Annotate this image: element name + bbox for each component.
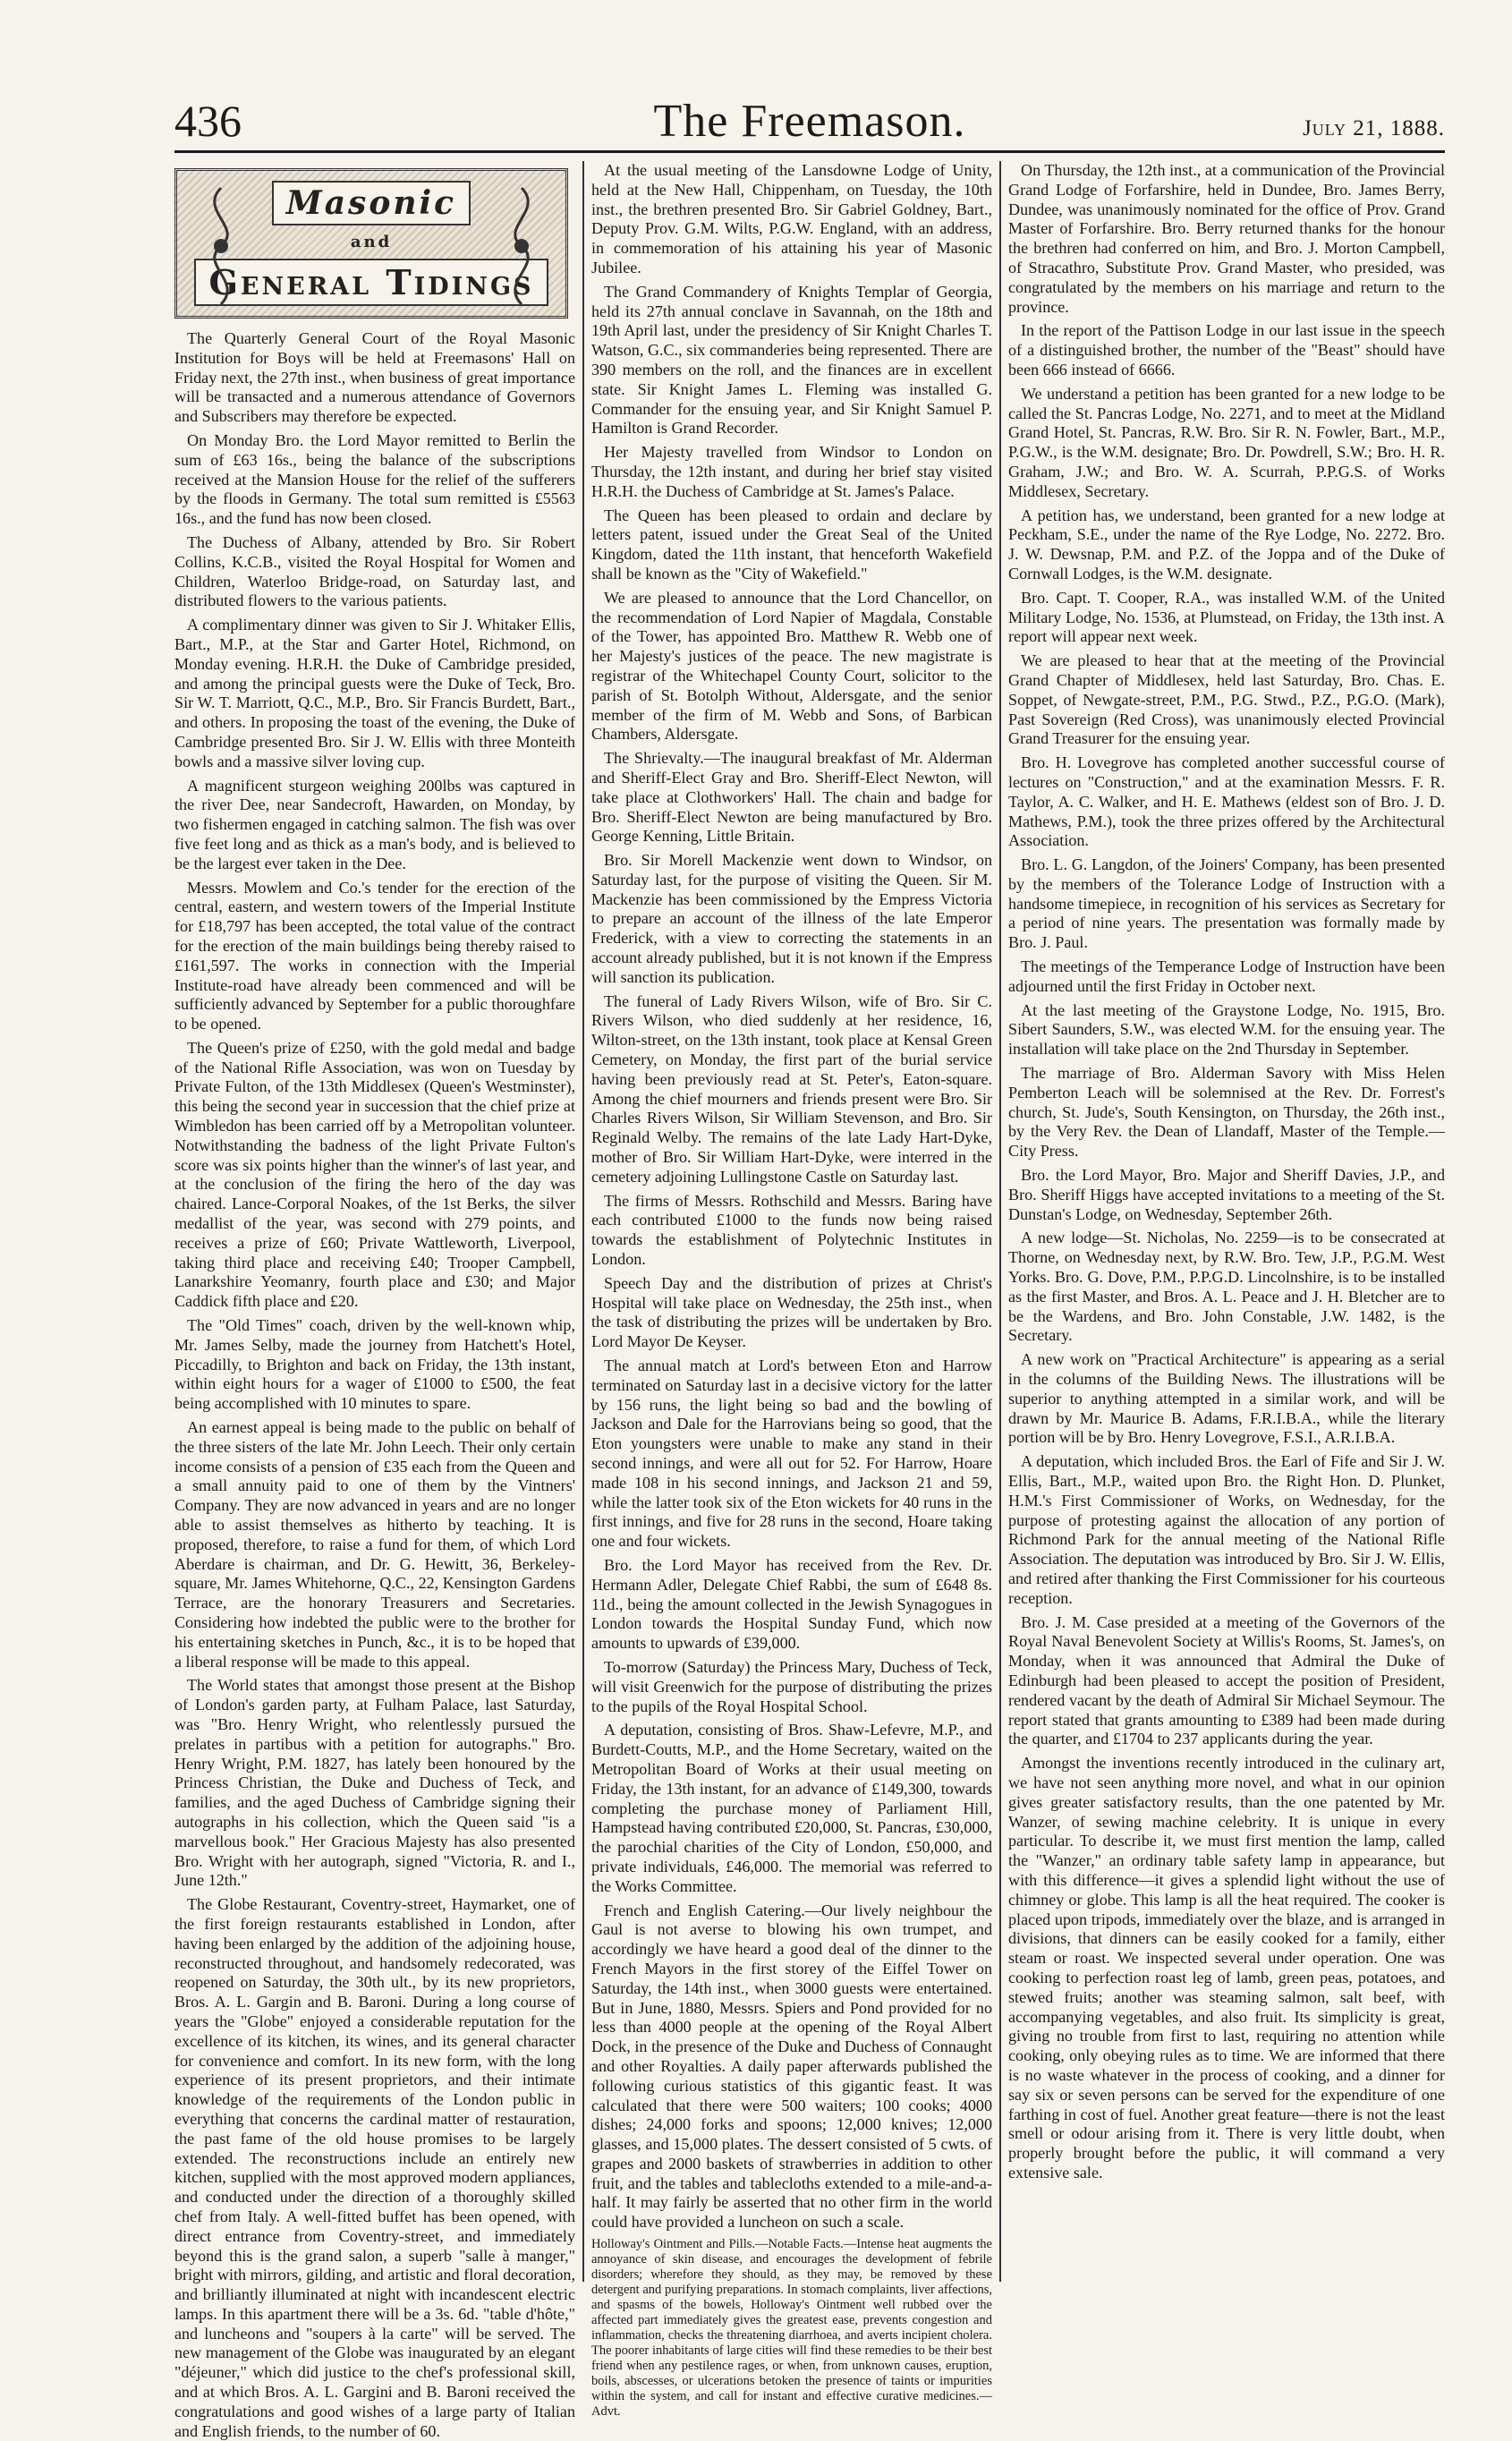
news-item: Bro. Capt. T. Cooper, R.A., was installed W.M. of the United Military Lodge, No. 1536, at Plumstead, on Friday, the 13th inst. A report will appear next week.	[1008, 588, 1445, 646]
newspaper-page	[174, 0, 1445, 2440]
news-item: The annual match at Lord's between Eton and Harrow terminated on Saturday last in a decisive victory for the latter by 156 runs, the light being so bad and the bowling of Jackson and Dale for the Harrovians being so good, that the Eton youngsters were unable to make any stand in their second innings, and were all out for 52. For Harrow, Hoare made 108 in his second innings, and Jackson 21 and 59, while the latter took six of the Eton wickets for 40 runs in the first innings, and five for 28 runs in the second, Hoare taking one and four wickets.	[591, 1357, 992, 1551]
news-item: Messrs. Mowlem and Co.'s tender for the erection of the central, eastern, and western towers of the Imperial Institute for £18,797 has been accepted, the total value of the contract for the erection of the main buildings being thereby raised to £161,597. The works in connection with the Imperial Institute-road have already been commenced and will be sufficiently advanced by September for a public thoroughfare to be opened.	[174, 878, 575, 1033]
header-rule	[174, 150, 1445, 153]
news-item: Amongst the inventions recently introduced in the culinary art, we have not seen anything more novel, and what in our opinion gives greater satisfactory results, than the one patented by Mr. Wanzer, of sewing machine celebrity. It is unique in every particular. To describe it, we must first mention the lamp, called the "Wanzer," an ordinary table safety lamp in appearance, but with this difference—it gives a splendid light without the use of chimney or globe. This lamp is all the heat required. The cooker is placed upon tripods, immediately over the blaze, and is arranged in divisions, that dinners can be easily cooked for a family, either steam or roast. We inspected several under operation. One was cooking to perfection roast leg of lamb, green peas, potatoes, and stewed fruits; another was steaming salmon, salt beef, with accompanying vegetables, and also fruit. Its simplicity is great, giving no trouble from first to last, requiring no attention while cooking, only obeying rules as to time. We are informed that there is no waste whatever in the process of cooking, and a dinner for say six or seven persons can be served for the expenditure of one farthing in cost of fuel. Another great feature—there is not the least smell or odour arising from it. There is very little doubt, when properly brought before the public, it will command a very extensive sale.	[1008, 1754, 1445, 2182]
ornament-icon	[490, 183, 553, 309]
news-item: The funeral of Lady Rivers Wilson, wife of Bro. Sir C. Rivers Wilson, who died suddenly at her residence, 16, Wilton-street, on the 13th instant, took place at Kensal Green Cemetery, on Monday, the first part of the burial service having been previously read at St. Peter's, Eaton-square. Among the chief mourners and friends present were Bro. Sir Charles Rivers Wilson, Sir William Stevenson, and Bro. Sir Reginald Welby. The remains of the late Lady Hart-Dyke, mother of Bro. Sir William Hart-Dyke, were interred in the cemetery adjoining Lullingstone Castle on Saturday last.	[591, 991, 992, 1186]
news-item: Holloway's Ointment and Pills.—Notable Facts.—Intense heat augments the annoyance of skin disease, and encourages the development of febrile disorders; wherefore they should, as they may, be removed by these detergent and purifying preparations. In stomach complaints, liver affections, and spasms of the bowels, Holloway's Ointment well rubbed over the affected part immediately gives the greatest ease, prevents congestion and inflammation, checks the threatening diarrhoea, and averts incipient cholera. The poorer inhabitants of large cities will find these remedies to be their best friend when any pestilence rages, or when, from unknown causes, eruption, boils, abscesses, or ulcerations betoken the presence of taints or impurities within the system, and call for instant and effective curative medicines.—Advt.	[591, 2237, 992, 2420]
news-item: The Queen has been pleased to ordain and declare by letters patent, issued under the Great Seal of the United Kingdom, dated the 11th instant, that henceforth Wakefield shall be known as the "City of Wakefield."	[591, 506, 992, 583]
news-item: The Duchess of Albany, attended by Bro. Sir Robert Collins, K.C.B., visited the Royal Hospital for Women and Children, Waterloo Bridge-road, on Saturday last, and distributed flowers to the various patients.	[174, 532, 575, 610]
news-item: Bro. H. Lovegrove has completed another successful course of lectures on "Construction," and at the examination Messrs. F. R. Taylor, A. C. Walker, and H. E. Mathews (eldest son of Bro. J. D. Mathews, P.M.), took the three prizes offered by the Architectural Association.	[1008, 753, 1445, 850]
news-item: A magnificent sturgeon weighing 200lbs was captured in the river Dee, near Sandecroft, Hawarden, on Monday, by two fishermen engaged in catching salmon. The fish was over five feet long and as thick as a man's body, and is believed to be the largest ever taken in the Dee.	[174, 776, 575, 872]
column-divider	[999, 161, 1001, 2282]
banner-line-1: Masonic	[272, 181, 471, 225]
column-1	[174, 329, 575, 2440]
column-3	[1008, 161, 1445, 2282]
newspaper-title: The Freemason.	[653, 96, 966, 147]
issue-date: July 21, 1888.	[1303, 116, 1445, 140]
news-item: The meetings of the Temperance Lodge of Instruction have been adjourned until the first Friday in October next.	[1008, 957, 1445, 995]
column-divider	[582, 161, 584, 2282]
news-item: Bro. the Lord Mayor, Bro. Major and Sheriff Davies, J.P., and Bro. Sheriff Higgs have accepted invitations to a meeting of the St. Dunstan's Lodge, on Wednesday, September 26th.	[1008, 1166, 1445, 1223]
news-item: French and English Catering.—Our lively neighbour the Gaul is not averse to blowing his own trumpet, and accordingly we have heard a good deal of the dinner to the French Mayors in the first storey of the Eiffel Tower on Saturday, the 14th inst., when 3000 guests were entertained. But in June, 1880, Messrs. Spiers and Pond provided for no less than 4000 people at the opening of the Royal Albert Dock, in the presence of the Duke and Duchess of Connaught and other Royalties. A daily paper afterwards published the following curious statistics of this gigantic feast. It was calculated that there were 500 waiters; 100 cooks; 4000 dishes; 24,000 forks and spoons; 12,000 knives; 12,000 glasses, and 15,000 plates. The dessert consisted of 5 cwts. of grapes and 2000 baskets of strawberries in addition to other fruit, and the tables and tablecloths extended to a mile-and-a-half. It may fairly be asserted that no other firm in the world could have provided a luncheon on such a scale.	[591, 1901, 992, 2232]
news-item: The Grand Commandery of Knights Templar of Georgia, held its 27th annual conclave in Savannah, on the 18th and 19th April last, under the presidency of Sir Knight Charles T. Watson, G.C., six commanderies being represented. There are 390 members on the roll, and the finances are in excellent state. Sir Knight James L. Fleming was installed G. Commander for the ensuing year, and Sir Knight Samuel P. Hamilton is Grand Recorder.	[591, 282, 992, 438]
news-item: Speech Day and the distribution of prizes at Christ's Hospital will take place on Wednesday, the 25th inst., when the task of distributing the prizes will be undertaken by Bro. Lord Mayor De Keyser.	[591, 1273, 992, 1351]
news-item: The marriage of Bro. Alderman Savory with Miss Helen Pemberton Leach will be solemnised at the Rev. Dr. Forrest's church, St. Jude's, South Kensington, on Thursday, the 26th inst., by the Very Rev. the Dean of Llandaff, Master of the Temple.—City Press.	[1008, 1064, 1445, 1161]
news-item: At the usual meeting of the Lansdowne Lodge of Unity, held at the New Hall, Chippenham, on Tuesday, the 10th inst., the brethren presented Bro. Sir Gabriel Goldney, Bart., Deputy Prov. G.M. Wilts, P.G.W. England, with an address, in commemoration of his attaining his year of Masonic Jubilee.	[591, 161, 992, 276]
news-item: Bro. L. G. Langdon, of the Joiners' Company, has been presented by the members of the Tolerance Lodge of Instruction with a handsome timepiece, in recognition of his services as Secretary for a period of nine years. The presentation was formally made by Bro. J. Paul.	[1008, 855, 1445, 952]
page-number: 436	[174, 96, 242, 146]
news-item: Bro. J. M. Case presided at a meeting of the Governors of the Royal Naval Benevolent Society at Willis's Rooms, St. James's, on Monday, when it was announced that Admiral the Duke of Edinburgh had been pleased to accept the position of President, rendered vacant by the death of Admiral Sir Michael Seymour. The report stated that grants amounting to £389 had been made during the quarter, and £1704 to 237 applicants during the year.	[1008, 1612, 1445, 1748]
banner-line-2: and	[350, 233, 393, 251]
column-2	[591, 161, 992, 2420]
news-item: The "Old Times" coach, driven by the well-known whip, Mr. James Selby, made the journey from Hatchett's Hotel, Piccadilly, to Brighton and back on Friday, the 13th instant, within eight hours for a wager of £1000 to £500, the feat being accomplished with 10 minutes to spare.	[174, 1316, 575, 1413]
news-item: A new work on "Practical Architecture" is appearing as a serial in the columns of the Building News. The illustrations will be superior to anything attempted in a similar work, and will be drawn by Mr. Maurice B. Adams, F.R.I.B.A., while the literary portion will be by Bro. Henry Lovegrove, F.S.I., A.R.I.B.A.	[1008, 1350, 1445, 1447]
banner-line-3: General Tidings	[194, 259, 548, 306]
news-item: To-morrow (Saturday) the Princess Mary, Duchess of Teck, will visit Greenwich for the purpose of distributing the prizes to the pupils of the Royal Hospital School.	[591, 1657, 992, 1715]
news-item: The Quarterly General Court of the Royal Masonic Institution for Boys will be held at Freemasons' Hall on Friday next, the 27th inst., when business of great importance will be transacted and a numerous attendance of Governors and Subscribers may therefore be expected.	[174, 329, 575, 426]
news-item: The World states that amongst those present at the Bishop of London's garden party, at Fulham Palace, last Saturday, was "Bro. Henry Wright, who relentlessly pursued the prelates in partibus with a petition for autographs." Bro. Henry Wright, P.M. 1827, has lately been honoured by the Princess Christian, the Duke and Duchess of Teck, and families, and the aged Duchess of Cambridge signing their autographs in his collection, which the Queen said "is a marvellous book." Her Gracious Majesty has also presented Bro. Wright with her autograph, signed "Victoria, R. and I., June 12th."	[174, 1676, 575, 1890]
news-item: We are pleased to hear that at the meeting of the Provincial Grand Chapter of Middlesex, held last Saturday, Bro. Chas. E. Soppet, of Newgate-street, P.M., P.G. Stwd., P.Z., P.G.O. (Mark), Past Sovereign (Red Cross), was unanimously elected Provincial Grand Treasurer for the ensuing year.	[1008, 651, 1445, 748]
news-item: On Monday Bro. the Lord Mayor remitted to Berlin the sum of £63 16s., being the balance of the subscriptions received at the Mansion House for the relief of the sufferers by the floods in Germany. The total sum remitted is £5563 16s., and the fund has now been closed.	[174, 430, 575, 528]
news-item: A deputation, which included Bros. the Earl of Fife and Sir J. W. Ellis, Bart., M.P., waited upon Bro. the Right Hon. D. Plunket, H.M.'s First Commissioner of Works, on Wednesday, for the purpose of protesting against the allocation of any portion of Richmond Park for the annual meeting of the National Rifle Association. The deputation was introduced by Bro. Sir J. W. Ellis, and retired after thanking the First Commissioner for his courteous reception.	[1008, 1452, 1445, 1607]
news-item: On Thursday, the 12th inst., at a communication of the Provincial Grand Lodge of Forfarshire, held in Dundee, Bro. James Berry, Dundee, was unanimously nominated for the office of Prov. Grand Master of Forfarshire. Bro. Berry returned thanks for the honour the brethren had conferred on him, and Bro. J. Morton Campbell, of Stracathro, Substitute Prov. Grand Master, who presided, was congratulated by the members on his marriage and return to the province.	[1008, 161, 1445, 316]
news-item: The firms of Messrs. Rothschild and Messrs. Baring have each contributed £1000 to the funds now being raised towards the establishment of Polytechnic Institutes in London.	[591, 1191, 992, 1269]
news-item: Bro. the Lord Mayor has received from the Rev. Dr. Hermann Adler, Delegate Chief Rabbi, the sum of £648 8s. 11d., being the amount collected in the Jewish Synagogues in London towards the Hospital Sunday Fund, which now amounts to upwards of £39,000.	[591, 1555, 992, 1653]
news-item: An earnest appeal is being made to the public on behalf of the three sisters of the late Mr. John Leech. Their only certain income consists of a pension of £35 each from the Queen and a small annuity paid to one of them by the Vintners' Company. They are now advanced in years and are no longer able to assist themselves as hitherto by teaching. It is proposed, therefore, to raise a fund for them, of which Lord Aberdare is chairman, and Dr. G. Hewitt, 36, Berkeley-square, Mr. James Whitehorne, Q.C., 22, Kensington Gardens Terrace, are the honorary Treasurers and Secretaries. Considering how indebted the public were to the brother for his entertaining sketches in Punch, &c., it is to be hoped that a liberal response will be made to this appeal.	[174, 1418, 575, 1671]
news-item: A petition has, we understand, been granted for a new lodge at Peckham, S.E., under the name of the Rye Lodge, No. 2272. Bro. J. W. Dewsnap, P.M. and P.Z. of the Joppa and of the Duke of Cornwall Lodges, is the W.M. designate.	[1008, 506, 1445, 583]
section-banner	[174, 168, 568, 319]
news-item: The Queen's prize of £250, with the gold medal and badge of the National Rifle Association, was won on Tuesday by Private Fulton, of the 13th Middlesex (Queen's Westminster), this being the second year in succession that the chief prize at Wimbledon has been carried off by a Metropolitan volunteer. Notwithstanding the badness of the light Private Fulton's score was six points higher than the winner's of last year, and at the conclusion of the firing the hero of the day was chaired. Lance-Corporal Noakes, of the 1st Berks, the silver medallist of the year, was second with 279 points, and receives a prize of £60; Private Wattleworth, Liverpool, taking third place and receiving £40; Trooper Campbell, Lanarkshire Yeomanry, fourth place and £30; and Major Caddick fifth place and £20.	[174, 1038, 575, 1311]
news-item: We are pleased to announce that the Lord Chancellor, on the recommendation of Lord Napier of Magdala, Constable of the Tower, has appointed Bro. Matthew R. Webb one of her Majesty's justices of the peace. The new magistrate is registrar of the Whitechapel County Court, solicitor to the parish of St. Botolph Without, Aldersgate, and the senior member of the firm of M. Webb and Sons, of Barbican Chambers, Aldersgate.	[591, 588, 992, 744]
news-item: A new lodge—St. Nicholas, No. 2259—is to be consecrated at Thorne, on Wednesday next, by R.W. Bro. Tew, J.P., P.G.M. West Yorks. Bro. G. Dove, P.M., P.P.G.D. Lincolnshire, is to be installed as the first Master, and Bros. A. L. Peace and J. H. Bletcher are to be the Wardens, and Bro. John Constable, J.W. 1482, is the Secretary.	[1008, 1229, 1445, 1345]
news-item: A complimentary dinner was given to Sir J. Whitaker Ellis, Bart., M.P., at the Star and Garter Hotel, Richmond, on Monday evening. H.R.H. the Duke of Cambridge presided, and among the principal guests were the Duke of Teck, Bro. Sir W. T. Marriott, Q.C., M.P., Bro. Sir Francis Burdett, Bart., and others. In proposing the toast of the evening, the Duke of Cambridge presented Bro. Sir J. W. Ellis with three Monteith bowls and a massive silver loving cup.	[174, 616, 575, 770]
news-item: Her Majesty travelled from Windsor to London on Thursday, the 12th instant, and during her brief stay visited H.R.H. the Duchess of Cambridge at St. James's Palace.	[591, 443, 992, 500]
news-item: A deputation, consisting of Bros. Shaw-Lefevre, M.P., and Burdett-Coutts, M.P., and the Home Secretary, waited on the Metropolitan Board of Works at their usual meeting on Friday, the 13th instant, for an advance of £149,300, towards completing the purchase money of Parliament Hill, Hampstead having contributed £20,000, St. Pancras, £30,000, the parochial charities of the City of London, £50,000, and private individuals, £46,000. The memorial was referred to the Works Committee.	[591, 1721, 992, 1895]
news-item: The Globe Restaurant, Coventry-street, Haymarket, one of the first foreign restaurants established in London, after having been enlarged by the addition of the adjoining house, reconstructed throughout, and handsomely redecorated, was reopened on Saturday, the 30th ult., by its new proprietors, Bros. A. L. Gargin and B. Baroni. During a long course of years the "Globe" enjoyed a considerable reputation for the excellence of its kitchen, its wines, and its general character for convenience and comfort. In its new form, with the long experience of its present proprietors, and their intimate knowledge of the requirements of the London public in everything that concerns the cardinal matter of restauration, the past fame of the old house promises to be largely extended. The reconstructions include an entirely new kitchen, supplied with the most approved modern appliances, and conducted under the direction of a thoroughly skilled chef from Italy. A well-fitted buffet has been opened, with direct entrance from Coventry-street, and immediately beyond this is the grand salon, a superb "salle à manger," bright with mirrors, gilding, and artistic and floral decoration, and brilliantly illuminated at night with incandescent electric lamps. In this apartment there will be a 3s. 6d. "table d'hôte," and luncheons and "soupers à la carte" will be served. The new management of the Globe was inaugurated by an elegant "déjeuner," which did justice to the chef's professional skill, and at which Bros. A. L. Gargini and B. Baroni received the congratulations and good wishes of a large party of Italian and English friends, to the number of 60.	[174, 1895, 575, 2440]
news-item: In the report of the Pattison Lodge in our last issue in the speech of a distinguished brother, the number of the "Beast" should have been 666 instead of 6666.	[1008, 321, 1445, 378]
news-item: The Shrievalty.—The inaugural breakfast of Mr. Alderman and Sheriff-Elect Gray and Bro. Sheriff-Elect Newton, will take place at Clothworkers' Hall. The chain and badge for Bro. Sheriff-Elect Newton are being manufactured by Bro. George Kenning, Little Britain.	[591, 749, 992, 846]
news-item: We understand a petition has been granted for a new lodge to be called the St. Pancras Lodge, No. 2271, and to meet at the Midland Grand Hotel, St. Pancras, R.W. Bro. Sir R. N. Fowler, Bart., M.P., P.G.W., is the W.M. designate; Bro. Dr. Powdrell, S.W.; Bro. H. R. Graham, J.W.; and Bro. W. A. Scurrah, P.P.G.S. of Works Middlesex, Secretary.	[1008, 384, 1445, 500]
news-item: At the last meeting of the Graystone Lodge, No. 1915, Bro. Sibert Saunders, S.W., was elected W.M. for the ensuing year. The installation will take place on the 2nd Thursday in September.	[1008, 1000, 1445, 1059]
ornament-icon	[190, 183, 252, 309]
news-item: Bro. Sir Morell Mackenzie went down to Windsor, on Saturday last, for the purpose of visiting the Queen. Sir M. Mackenzie has been commissioned by the Empress Victoria to prepare an account of the illness of the late Emperor Frederick, with a view to correcting the statements in an account already published, but it is not known if the Empress will sanction its publication.	[591, 851, 992, 986]
